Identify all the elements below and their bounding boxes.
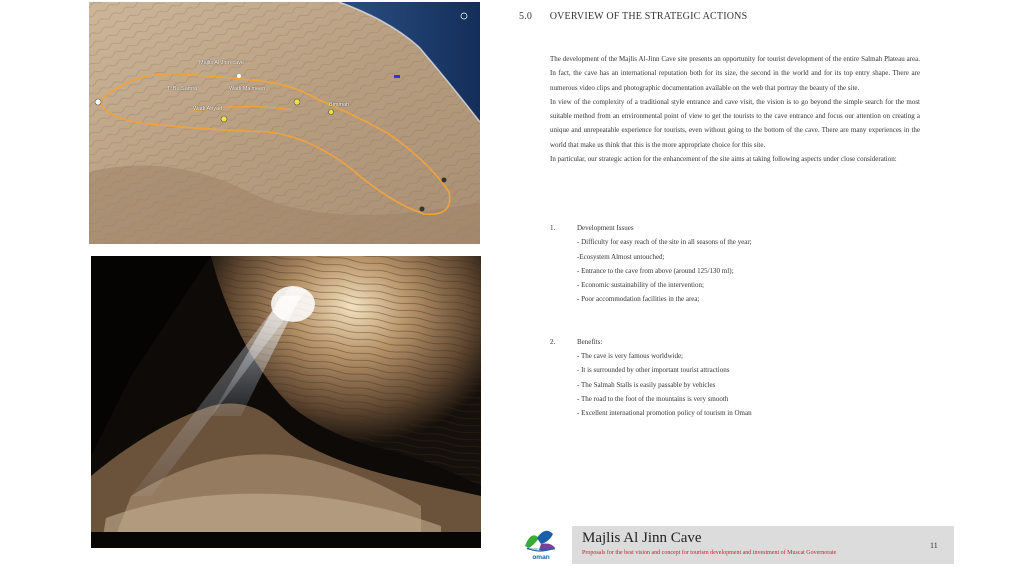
list-item: - The cave is very famous worldwide;: [577, 352, 684, 361]
numbered-lists: [550, 221, 930, 421]
list-item: - Excellent international promotion policy of tourism in Oman: [577, 409, 752, 418]
map-marker: [394, 75, 400, 78]
body-paragraph: In particular, our strategic action for the enhancement of the site aims at taking following aspects under close consideration:: [550, 155, 897, 164]
page-number: 11: [930, 541, 938, 550]
list-item: - The road to the foot of the mountains is very smooth: [577, 394, 729, 403]
footer-title: Majlis Al Jinn Cave: [582, 530, 702, 546]
body-text: [550, 52, 920, 166]
cave-illustration: [91, 256, 481, 548]
map-label: T. Bu Samra: [167, 86, 198, 92]
map-marker: [221, 116, 227, 122]
map-marker: [95, 99, 101, 105]
list-item: - Economic sustainability of the intervention;: [577, 281, 704, 290]
logo-subtext: MINISTRY OF TOURISM: [526, 548, 556, 551]
list-heading-benefits: [550, 335, 930, 349]
map-marker: [442, 178, 447, 183]
map-label: Wadi Ma'meen: [229, 86, 266, 92]
map-label: Wadi Abyad: [193, 106, 223, 112]
map-terrain: [89, 2, 480, 244]
list-number: 1.: [550, 224, 556, 232]
map-marker: [329, 110, 334, 115]
map-label: Bimmah: [329, 102, 350, 108]
cave-photo: [91, 256, 481, 548]
logo-wordmark: oman: [532, 554, 550, 561]
list-number: 2.: [550, 337, 556, 346]
body-paragraph: In view of the complexity of a traditional style entrance and cave visit, the vision is to go beyond the simple search for the most suitable method from an environmental point of view to get the tourists to the cave entrance and focus our attention on creating a unique and unrepeatable experience for tourists, even without going to the bottom of the cave. There are many experiences in the world that make us think that this is the more appropriate choice for this site.: [550, 97, 920, 149]
list-item: - Entrance to the cave from above (around 125/130 ml);: [577, 266, 734, 275]
section-heading: [519, 11, 959, 22]
development-issues-list: [550, 235, 930, 306]
body-paragraph: The development of the Majlis Al-Jinn Cave site presents an opportunity for tourist development of the entire Salmah Plateau area. In fact, the cave has an international reputation both for its size, the second in the world and for its top entry shape. There are numerous video clips and photographic documentation available on the web that portray the beauty of the site.: [550, 55, 920, 92]
section-title: OVERVIEW OF THE STRATEGIC ACTIONS: [549, 11, 748, 22]
footer-subtitle: Proposals for the best vision and concept for tourism development and investment of Muscat Governorate: [582, 550, 837, 556]
list-heading-development-issues: [550, 221, 930, 235]
list-item: - It is surrounded by other important tourist attractions: [577, 366, 730, 375]
map-label: Majlis Al Jinn cave: [199, 60, 244, 66]
page-footer: [517, 521, 954, 567]
benefits-list: [550, 349, 930, 420]
list-title: Development Issues: [577, 224, 634, 232]
map-marker: [294, 99, 300, 105]
oman-tourism-logo: [517, 524, 563, 566]
map-marker: [420, 207, 425, 212]
section-number: 5.0: [519, 11, 533, 22]
list-title: Benefits:: [577, 337, 603, 346]
satellite-map-image: [89, 2, 480, 244]
list-item: -Ecosystem Almost untouched;: [577, 252, 665, 261]
list-item: - Poor accommodation facilities in the area;: [577, 295, 700, 304]
list-item: - The Salmah Stalls is easily passable by vehicles: [577, 380, 716, 389]
list-item: - Difficulty for easy reach of the site in all seasons of the year;: [577, 238, 752, 247]
map-marker: [237, 74, 241, 78]
